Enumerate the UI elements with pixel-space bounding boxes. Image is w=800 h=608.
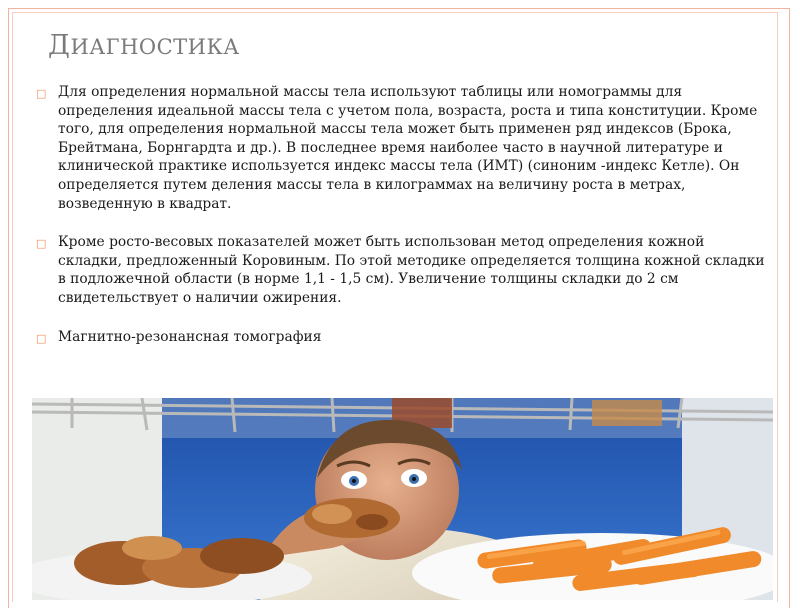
bullet-text: Магнитно-резонансная томография	[58, 328, 322, 345]
bullet-text: Для определения нормальной массы тела используют таблицы или номограммы для определения идеальной массы тела с учетом пола, возраста, роста и типа конституции. Кроме того, для определения нормальной массы тела может быть применен ряд индексов (Брока, Брейтмана, Борнгардта и др.). В последнее время наиболее часто в научной литературе и клинической практике используется индекс массы тела (ИМТ) (синоним -индекс Кетле). Он определяется путем деления массы тела в килограммах на величину роста в метрах, возведенную в квадрат.	[58, 84, 758, 212]
bullet-item	[36, 83, 768, 213]
boy-eating-at-fridge-photo	[32, 398, 773, 600]
slide-title: ДИАГНОСТИКА	[48, 30, 240, 61]
photo-illustration	[32, 398, 773, 600]
bullet-list	[36, 83, 768, 366]
bullet-item	[36, 328, 768, 347]
bullet-text: Кроме росто-весовых показателей может быть использован метод определения кожной складки, предложенный Коровиным. По этой методике определяется толщина кожной складки в подложечной области (в норме 1,1 - 1,5 см). Увеличение толщины складки до 2 см свидетельствует о наличии ожирения.	[58, 234, 765, 306]
bullet-marker-icon: □	[36, 237, 47, 251]
bullet-marker-icon: □	[36, 331, 47, 345]
bullet-marker-icon: □	[36, 87, 47, 100]
bullet-item	[36, 233, 768, 307]
